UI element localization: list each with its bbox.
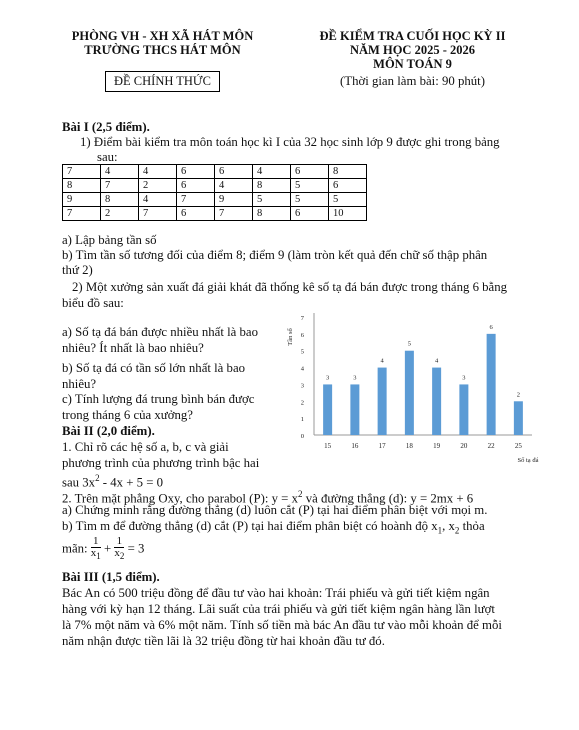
q1a-text: a) Lập bảng tần số [62,233,157,247]
data-label: 3 [353,374,357,382]
q2c-line1: c) Tính lượng đá trung bình bán được [62,392,255,406]
bar [487,334,496,435]
bar [323,384,332,435]
data-label: 6 [489,323,493,331]
x-axis-label: Số tạ đá [517,457,539,464]
duration: (Thời gian làm bài: 90 phút) [339,74,485,88]
x-tick-label: 17 [378,442,386,450]
scores-table [62,164,367,221]
table-row [63,193,367,207]
table-cell: 6 [291,207,329,221]
table-cell: 7 [177,193,215,207]
q2a-line2: nhiêu? Ít nhất là bao nhiêu? [62,340,204,355]
q2-2b-sub2: 2 [454,525,460,536]
bar [514,401,523,435]
table-cell: 4 [215,179,253,193]
q2-2-pre: 2. Trên mặt phẳng Oxy, cho parabol (P): y = x [62,491,298,506]
table-cell: 8 [63,179,101,193]
department-name: PHÒNG VH - XH XÃ HÁT MÔN [71,29,254,43]
bar [405,351,414,435]
data-label: 3 [326,374,330,382]
q1b-text-line2: thứ 2) [62,263,93,277]
table-cell: 10 [329,207,367,221]
table-cell: 9 [215,193,253,207]
fraction-1-numerator: 1 [91,536,101,548]
x-tick-label: 22 [487,442,495,450]
table-cell: 6 [177,165,215,179]
q2-2-exponent: 2 [298,489,303,499]
y-tick-label: 7 [300,315,304,322]
plus-sign: + [104,541,112,556]
section-3-line2: hàng với kỳ hạn 12 tháng. Lãi suất của trái phiếu và gửi tiết kiệm ngân hàng lần lượt [62,602,495,616]
q2b-line2: nhiêu? [62,376,97,391]
y-tick-label: 2 [300,399,304,407]
table-cell: 6 [177,207,215,221]
section-3-title: Bài III (1,5 điểm). [62,570,160,584]
table-cell: 4 [139,193,177,207]
q2b-text [62,361,277,392]
q2c-line2: trong tháng 6 của xưởng? [62,407,193,422]
x-tick-label: 15 [324,442,332,450]
condition-label: mãn: [62,541,88,556]
table-cell: 4 [139,165,177,179]
x-tick-label: 18 [405,442,413,450]
y-tick-label: 3 [300,382,304,390]
y-tick-label: 0 [300,433,304,440]
section-3-line3: là 7% một năm và 6% một năm. Tính số tiền mà bác An đầu tư vào mỗi khoản để mỗi [62,618,502,632]
table-row [63,207,367,221]
school-name: TRƯỜNG THCS HÁT MÔN [84,43,241,57]
data-label: 4 [435,357,439,365]
q2-1-line3-pre: sau 3x [62,475,96,490]
fraction-1 [91,536,101,562]
y-tick-label: 5 [300,348,304,356]
y-tick-label: 6 [300,331,304,339]
table-cell: 6 [291,165,329,179]
q2-1-line1: 1. Chỉ rõ các hệ số a, b, c và giải [62,440,229,454]
table-cell: 8 [329,165,367,179]
table-cell: 7 [139,207,177,221]
section-2-title: Bài II (2,0 điểm). [62,424,155,438]
q2a-text [62,325,277,356]
table-cell: 6 [329,179,367,193]
section-3-line1: Bác An có 500 triệu đồng để đầu tư vào hai khoản: Trái phiếu và gửi tiết kiệm ngân [62,586,490,600]
table-cell: 8 [253,207,291,221]
data-label: 3 [462,374,466,382]
q2-2b-pre: b) Tìm m để đường thẳng (d) cắt (P) tại hai điểm phân biệt có hoành độ x [62,519,438,533]
bar-chart [278,305,548,470]
table-cell: 7 [63,207,101,221]
table-cell: 7 [215,207,253,221]
data-label: 2 [516,391,520,399]
q2-2b-post: thỏa [459,519,485,533]
table-cell: 4 [101,165,139,179]
section-3-line4: năm nhận được tiền lãi là 32 triệu đồng từ hai khoản đầu tư đó. [62,634,385,648]
table-cell: 5 [253,193,291,207]
q1-text-line2: sau: [97,150,118,164]
table-cell: 7 [63,165,101,179]
bar [432,368,441,435]
q1b-text-line1: b) Tìm tần số tương đối của điểm 8; điểm 9 (làm tròn kết quả đến chữ số thập phân [62,248,488,262]
y-tick-label: 1 [300,416,304,424]
bar [378,368,387,435]
x-tick-label: 16 [351,442,359,450]
fraction-2 [114,536,124,562]
fraction-1-denominator: $x_1$ [90,547,101,562]
x-tick-label: 19 [433,442,441,450]
table-cell: 5 [291,193,329,207]
table-cell: 2 [139,179,177,193]
condition-equation [62,536,144,562]
table-cell: 4 [253,165,291,179]
data-label: 4 [380,357,384,365]
q2-2b-mid: , x [442,519,455,533]
bar [350,384,359,435]
q2-1-line3-post: - 4x + 5 = 0 [99,475,164,490]
y-axis-label: Tần số [287,328,294,346]
y-tick-label: 4 [300,365,304,373]
table-row [63,179,367,193]
table-cell: 8 [253,179,291,193]
q2-1-line3-exponent: 2 [95,473,100,483]
q2a-line1: a) Số tạ đá bán được nhiều nhất là bao [62,325,258,339]
x-tick-label: 20 [460,442,468,450]
exam-title: ĐỀ KIỂM TRA CUỐI HỌC KỲ II [319,29,506,43]
table-cell: 6 [177,179,215,193]
subject: MÔN TOÁN 9 [373,57,452,71]
school-year: NĂM HỌC 2025 - 2026 [350,43,475,57]
fraction-2-denominator: $x_2$ [114,547,125,562]
q2-text-line1: 2) Một xưởng sản xuất đá giải khát đã thống kê số tạ đá bán được trong tháng 6 bằng [72,280,508,294]
q2-text-line2: biểu đồ sau: [62,296,124,310]
q2-2-post: và đường thẳng (d): y = 2mx + 6 [302,491,474,506]
table-row [63,165,367,179]
table-cell: 8 [101,193,139,207]
section-1-title: Bài I (2,5 điểm). [62,120,150,134]
q2-1-line2: phương trình của phương trình bậc hai [62,456,260,470]
data-label: 5 [407,340,411,348]
table-cell: 5 [329,193,367,207]
equals-three: = 3 [127,541,145,556]
fraction-2-numerator: 1 [114,536,124,548]
q1-text-line1: 1) Điểm bài kiểm tra môn toán học kì I của 32 học sinh lớp 9 được ghi trong bảng [80,135,500,149]
table-cell: 5 [291,179,329,193]
table-cell: 2 [101,207,139,221]
q2-2b-sub1: 1 [437,525,443,536]
table-cell: 6 [215,165,253,179]
q2c-text [62,392,277,423]
x-tick-label: 25 [514,442,522,450]
q2-2a-text: a) Chứng minh rằng đường thẳng (d) luôn cắt (P) tại hai điểm phân biệt với mọi m. [62,503,488,517]
table-cell: 9 [63,193,101,207]
table-cell: 7 [101,179,139,193]
bar [459,384,468,435]
official-badge: ĐỀ CHÍNH THỨC [105,71,220,92]
q2b-line1: b) Số tạ đá có tần số lớn nhất là bao [62,361,246,375]
